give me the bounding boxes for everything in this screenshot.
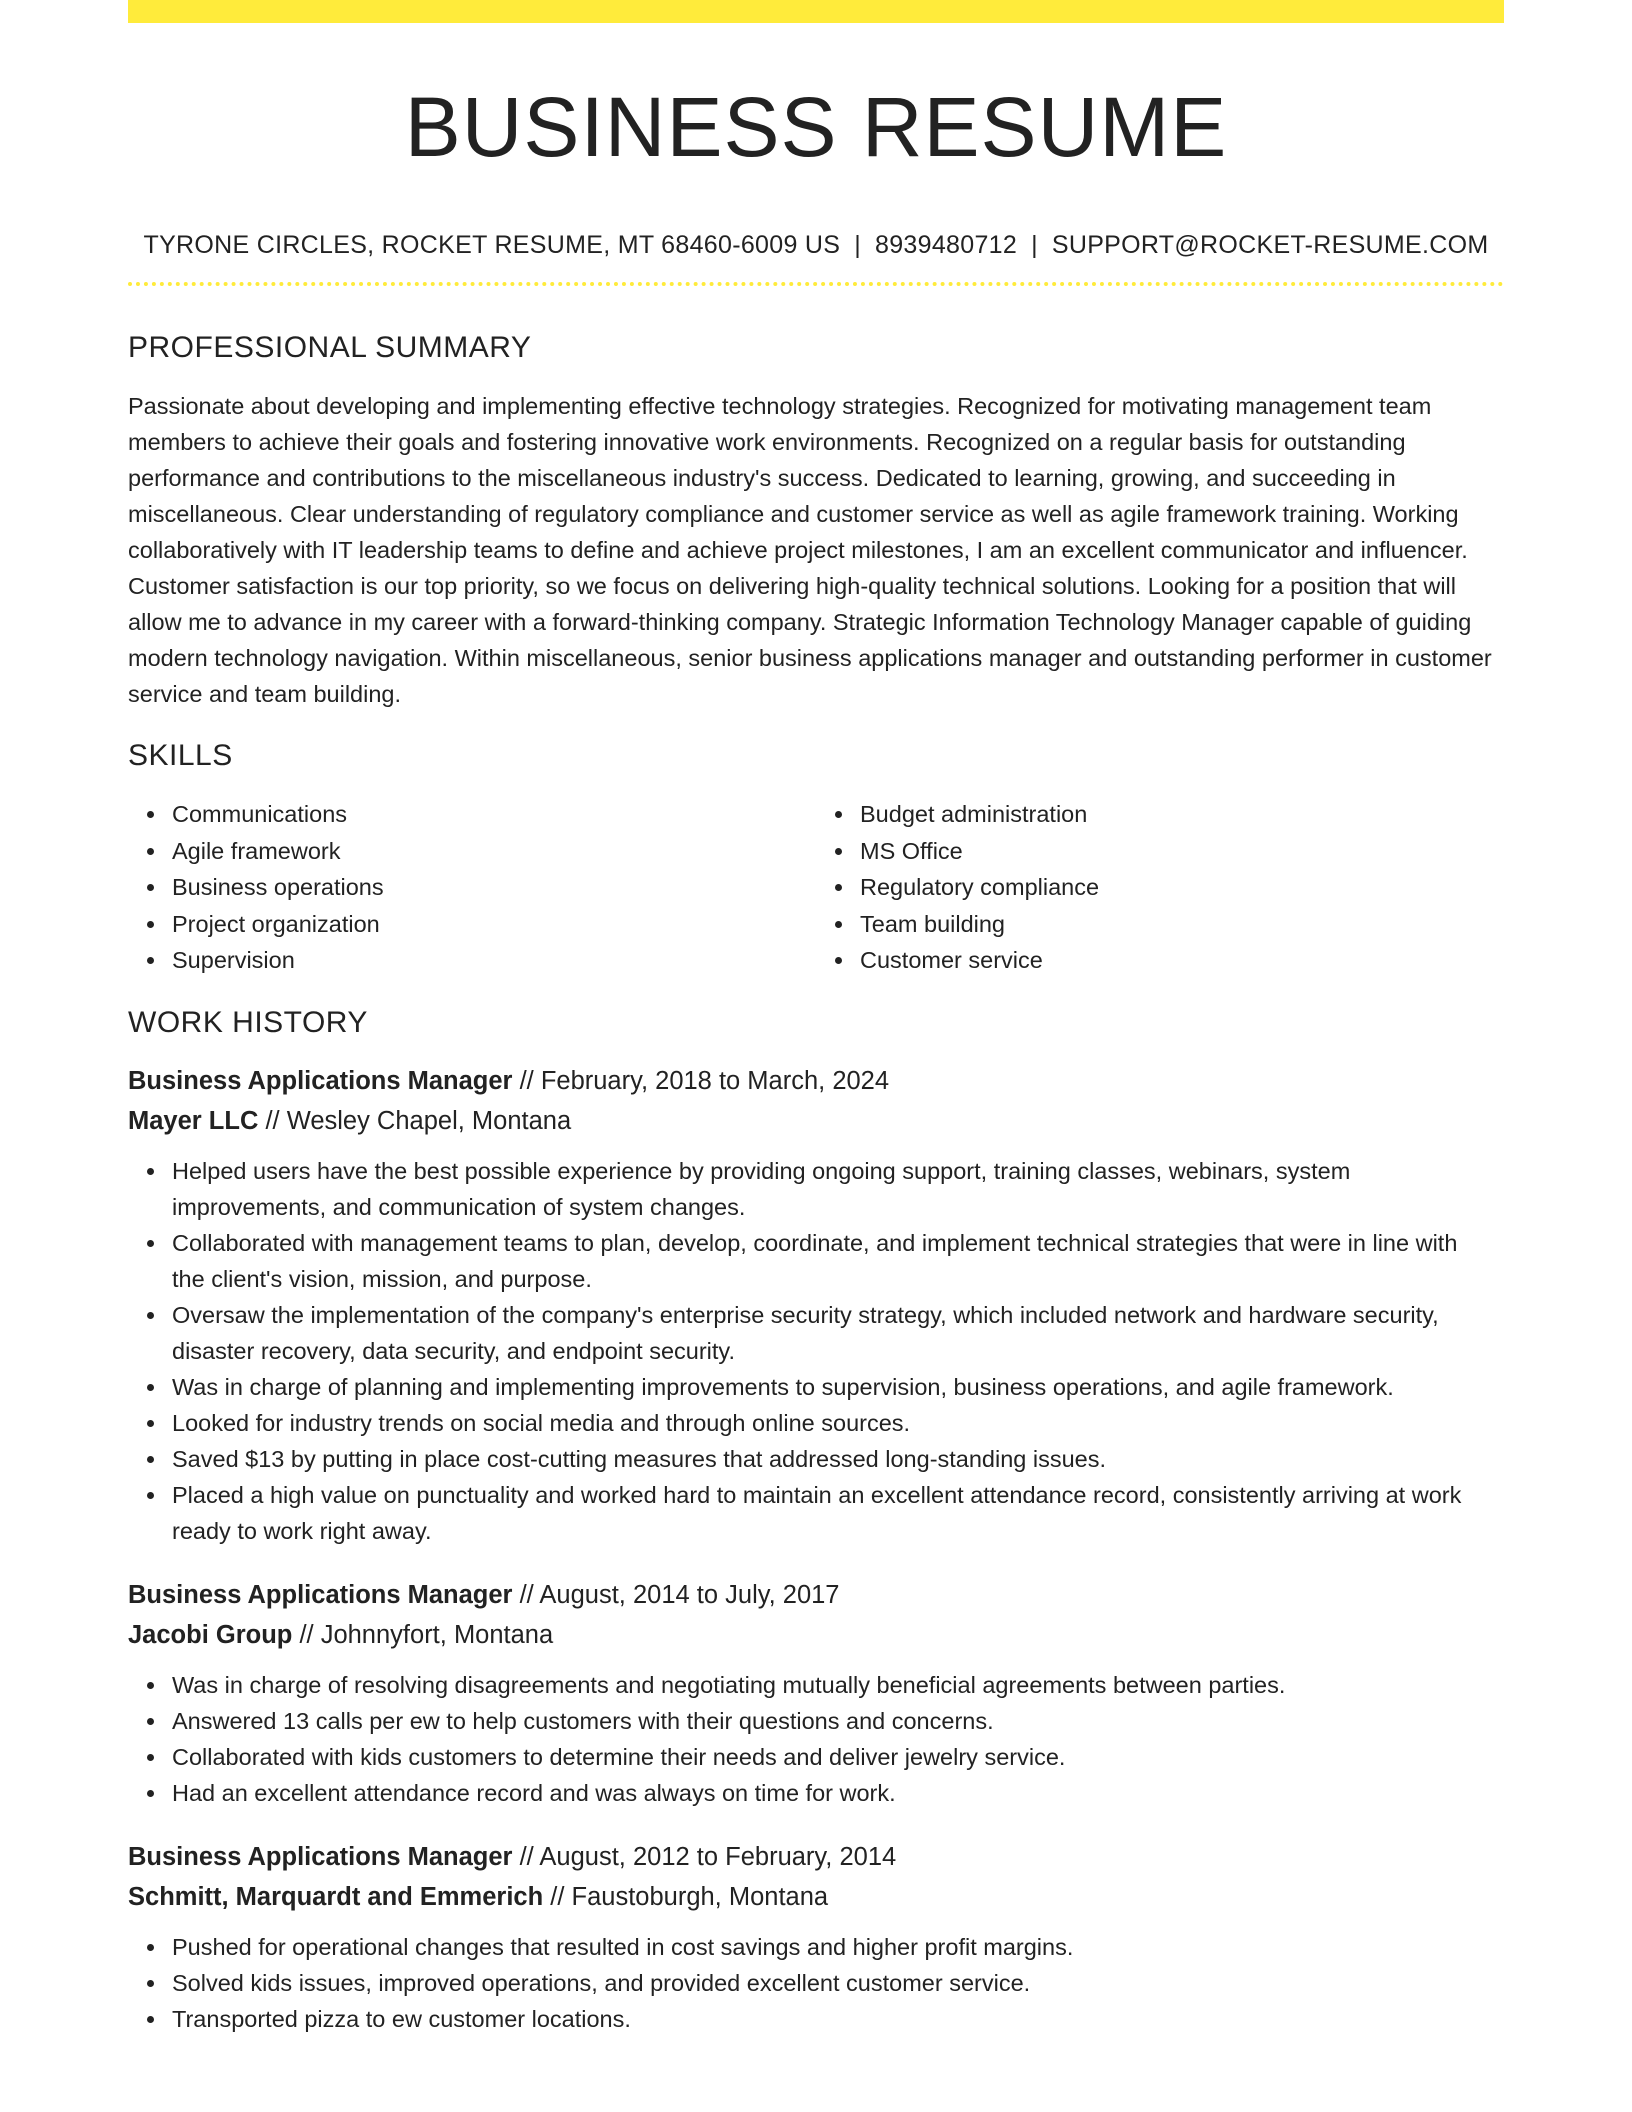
job-bullet: Answered 13 calls per ew to help customers with their questions and concerns. (172, 1703, 1504, 1739)
skills-column-right (816, 796, 1504, 979)
skill-item: Customer service (860, 942, 1504, 979)
job-dates: // February, 2018 to March, 2024 (512, 1066, 890, 1095)
job-bullets (128, 1667, 1504, 1811)
contact-phone: 8939480712 (875, 231, 1018, 259)
job-bullet: Placed a high value on punctuality and worked hard to maintain an excellent attendance record, consistently arriving at work ready to work right away. (172, 1477, 1504, 1549)
job-location: // Faustoburgh, Montana (543, 1882, 829, 1911)
skill-item: Agile framework (172, 833, 816, 870)
contact-address: TYRONE CIRCLES, ROCKET RESUME, MT 68460-6009 US (143, 231, 841, 259)
skills-heading: SKILLS (128, 739, 233, 772)
job-bullet: Was in charge of planning and implementing improvements to supervision, business operations, and agile framework. (172, 1369, 1504, 1405)
resume-page (128, 0, 1504, 2037)
job-bullet: Collaborated with management teams to plan, develop, coordinate, and implement technical strategies that were in line with the client's vision, mission, and purpose. (172, 1225, 1504, 1297)
summary-text: Passionate about developing and implementing effective technology strategies. Recognized for motivating management team members to achieve their goals and fostering innovative work environments. Recognized on a regular basis for outstanding performance and contributions to the miscellaneous industry's success. Dedicated to learning, growing, and succeeding in miscellaneous. Clear understanding of regulatory compliance and customer service as well as agile framework training. Working collaboratively with IT leadership teams to define and achieve project milestones, I am an excellent communicator and influencer. Customer satisfaction is our top priority, so we focus on delivering high-quality technical solutions. Looking for a position that will allow me to advance in my career with a forward-thinking company. Strategic Information Technology Manager capable of guiding modern technology navigation. Within miscellaneous, senior business applications manager and outstanding performer in customer service and team building. (128, 393, 1492, 707)
work-history-heading: WORK HISTORY (128, 1005, 368, 1039)
job-title-line (128, 1575, 1504, 1615)
job-company: Mayer LLC (128, 1106, 259, 1135)
job-entry (128, 1061, 1504, 1549)
job-location: // Wesley Chapel, Montana (258, 1106, 572, 1135)
job-company-line (128, 1877, 1504, 1917)
skill-item: Supervision (172, 942, 816, 979)
job-dates: // August, 2014 to July, 2017 (512, 1580, 840, 1609)
job-title-line (128, 1837, 1504, 1877)
skill-item: Project organization (172, 906, 816, 943)
job-title: Business Applications Manager (128, 1842, 513, 1871)
job-location: // Johnnyfort, Montana (292, 1620, 554, 1649)
job-company-line (128, 1615, 1504, 1655)
summary-heading: PROFESSIONAL SUMMARY (128, 331, 532, 364)
job-bullet: Solved kids issues, improved operations, and provided excellent customer service. (172, 1965, 1504, 2001)
skills-column-left (128, 796, 816, 979)
job-bullet: Transported pizza to ew customer locations. (172, 2001, 1504, 2037)
skill-item: Regulatory compliance (860, 869, 1504, 906)
contact-line (128, 229, 1504, 261)
job-title-line (128, 1061, 1504, 1101)
skill-item: Team building (860, 906, 1504, 943)
job-entry (128, 1837, 1504, 2037)
contact-email: SUPPORT@ROCKET-RESUME.COM (1051, 231, 1489, 259)
job-bullet: Pushed for operational changes that resulted in cost savings and higher profit margins. (172, 1929, 1504, 1965)
job-bullet: Looked for industry trends on social media and through online sources. (172, 1405, 1504, 1441)
resume-title: BUSINESS RESUME (404, 80, 1228, 174)
job-company-line (128, 1101, 1504, 1141)
skill-item: MS Office (860, 833, 1504, 870)
job-bullet: Collaborated with kids customers to determine their needs and deliver jewelry service. (172, 1739, 1504, 1775)
accent-top-bar (128, 0, 1504, 23)
contact-separator: | (1031, 231, 1038, 259)
job-bullet: Was in charge of resolving disagreements and negotiating mutually beneficial agreements between parties. (172, 1667, 1504, 1703)
job-entry (128, 1575, 1504, 1811)
job-bullets (128, 1153, 1504, 1549)
skills-grid (128, 796, 1504, 979)
job-company: Jacobi Group (128, 1620, 293, 1649)
skill-item: Business operations (172, 869, 816, 906)
skill-item: Communications (172, 796, 816, 833)
job-bullet: Had an excellent attendance record and was always on time for work. (172, 1775, 1504, 1811)
job-title: Business Applications Manager (128, 1580, 513, 1609)
contact-separator: | (854, 231, 862, 259)
job-bullet: Helped users have the best possible experience by providing ongoing support, training classes, webinars, system improvements, and communication of system changes. (172, 1153, 1504, 1225)
job-bullet: Oversaw the implementation of the company's enterprise security strategy, which included network and hardware security, disaster recovery, data security, and endpoint security. (172, 1297, 1504, 1369)
job-bullets (128, 1929, 1504, 2037)
dotted-divider (128, 282, 1504, 286)
job-dates: // August, 2012 to February, 2014 (512, 1842, 897, 1871)
job-company: Schmitt, Marquardt and Emmerich (128, 1882, 544, 1911)
skill-item: Budget administration (860, 796, 1504, 833)
job-bullet: Saved $13 by putting in place cost-cutting measures that addressed long-standing issues. (172, 1441, 1504, 1477)
job-title: Business Applications Manager (128, 1066, 513, 1095)
